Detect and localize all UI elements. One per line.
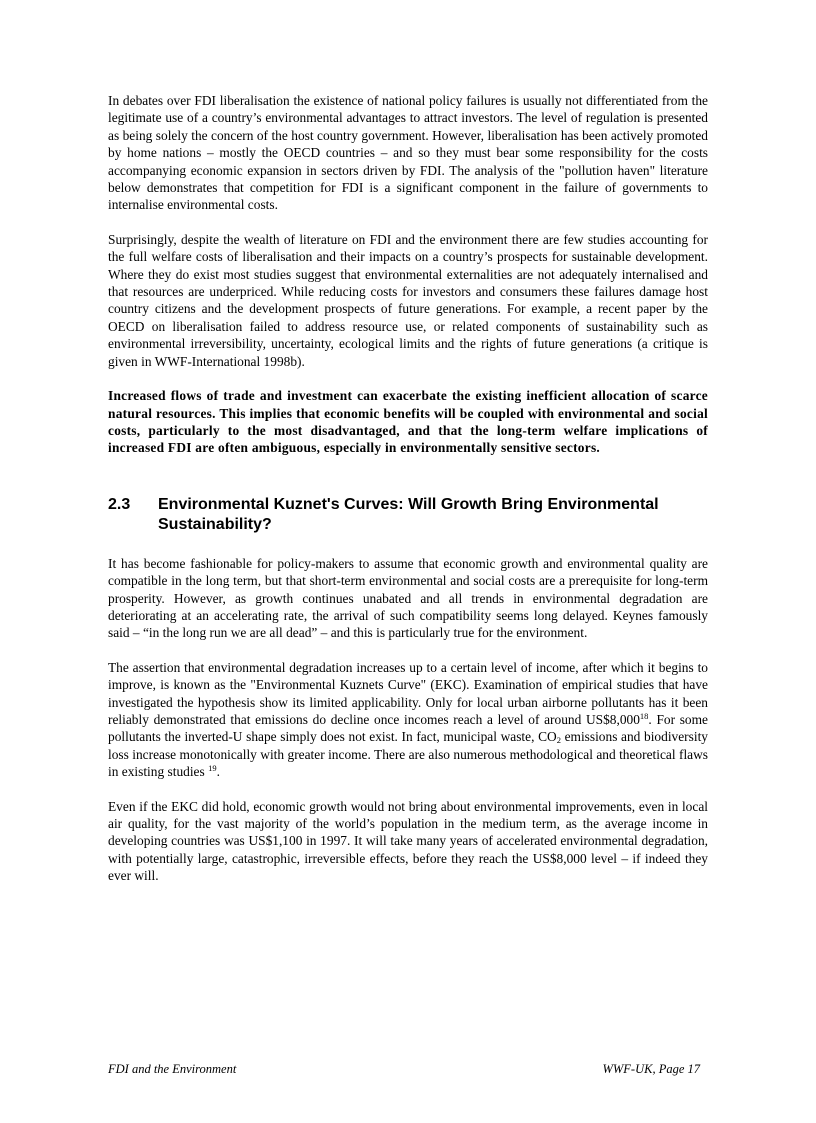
- document-body: [108, 92, 708, 902]
- footnote-reference-19[interactable]: 19: [208, 763, 217, 774]
- ekc-text-part-3: emissions and biodiversity loss increase monotonically with greater income. There are also numerous methodological and theoretical flaws in existing studies: [108, 729, 708, 780]
- section-number: 2.3: [108, 495, 131, 513]
- ekc-text-part-2: . For some pollutants the inverted-U shape simply does not exist. In fact, municipal waste, CO: [108, 711, 708, 745]
- ekc-text-part-1: The assertion that environmental degradation increases up to a certain level of income, after which it begins to improve, is known as the "Environmental Kuznets Curve" (EKC). Examination of empirical studies that have investigated the hypothesis show its limited applicability. Only for local urban airborne pollutants has it been reliably demonstrated that emissions do decline once incomes reach a level of around US$8,000: [108, 659, 708, 727]
- section-heading: [108, 495, 708, 535]
- paragraph-fdi-liberalisation: In debates over FDI liberalisation the existence of national policy failures is usually not differentiated from the legitimate use of a country’s environmental advantages to attract investors. The level of regulation is presented as being solely the concern of the host country government. However, liberalisation has been actively promoted by home nations – mostly the OECD countries – and so they must bear some responsibility for the costs accompanying economic expansion in sectors driven by FDI. The analysis of the "pollution haven" literature below demonstrates that competition for FDI is a significant component in the failure of governments to internalise environmental costs.: [108, 93, 708, 213]
- paragraph-ekc-assertion: [108, 659, 708, 781]
- co2-subscript: 2: [556, 735, 561, 746]
- footnote-reference-18[interactable]: 18: [639, 710, 649, 721]
- ekc-text-part-4: .: [216, 764, 220, 780]
- footer-page-number: WWF-UK, Page 17: [602, 1062, 700, 1076]
- paragraph-key-finding: Increased flows of trade and investment can exacerbate the existing inefficient allocation of scarce natural resources. This implies that economic benefits will be coupled with environmental and social costs, particularly to the most disadvantaged, and that the long-term welfare implications of increased FDI are often ambiguous, especially in environmentally sensitive sectors.: [108, 388, 708, 456]
- page-footer: [108, 1061, 708, 1077]
- footer-document-title: FDI and the Environment: [108, 1062, 237, 1076]
- section-title: Environmental Kuznet's Curves: Will Growth Bring Environmental Sustainability?: [158, 495, 659, 533]
- paragraph-welfare-costs: Surprisingly, despite the wealth of literature on FDI and the environment there are few studies accounting for the full welfare costs of liberalisation and their impacts on a country’s prospects for sustainable development. Where they do exist most studies suggest that environmental externalities are not adequately internalised and that resources are underpriced. While reducing costs for investors and consumers these failures damage host country citizens and the development prospects of future generations. For example, a recent paper by the OECD on liberalisation failed to address resource use, or related components of sustainability such as environmental irreversibility, uncertainty, ecological limits and the rights of future generations (a critique is given in WWF-International 1998b).: [108, 231, 708, 369]
- paragraph-growth-compatibility: It has become fashionable for policy-makers to assume that economic growth and environmental quality are compatible in the long term, but that short-term environmental and social costs are a prerequisite for long-term prosperity. However, as growth continues unabated and all trends in environmental degradation are deteriorating at an accelerating rate, the arrival of such compatibility seems long delayed. Keynes famously said – “in the long run we are all dead” – and this is particularly true for the environment.: [108, 555, 708, 641]
- paragraph-ekc-limitations: Even if the EKC did hold, economic growth would not bring about environmental improvements, even in local air quality, for the vast majority of the world’s population in the medium term, as the average income in developing countries was US$1,100 in 1997. It will take many years of accelerated environmental degradation, with potentially large, catastrophic, irreversible effects, before they reach the US$8,000 level – if indeed they ever will.: [108, 798, 708, 884]
